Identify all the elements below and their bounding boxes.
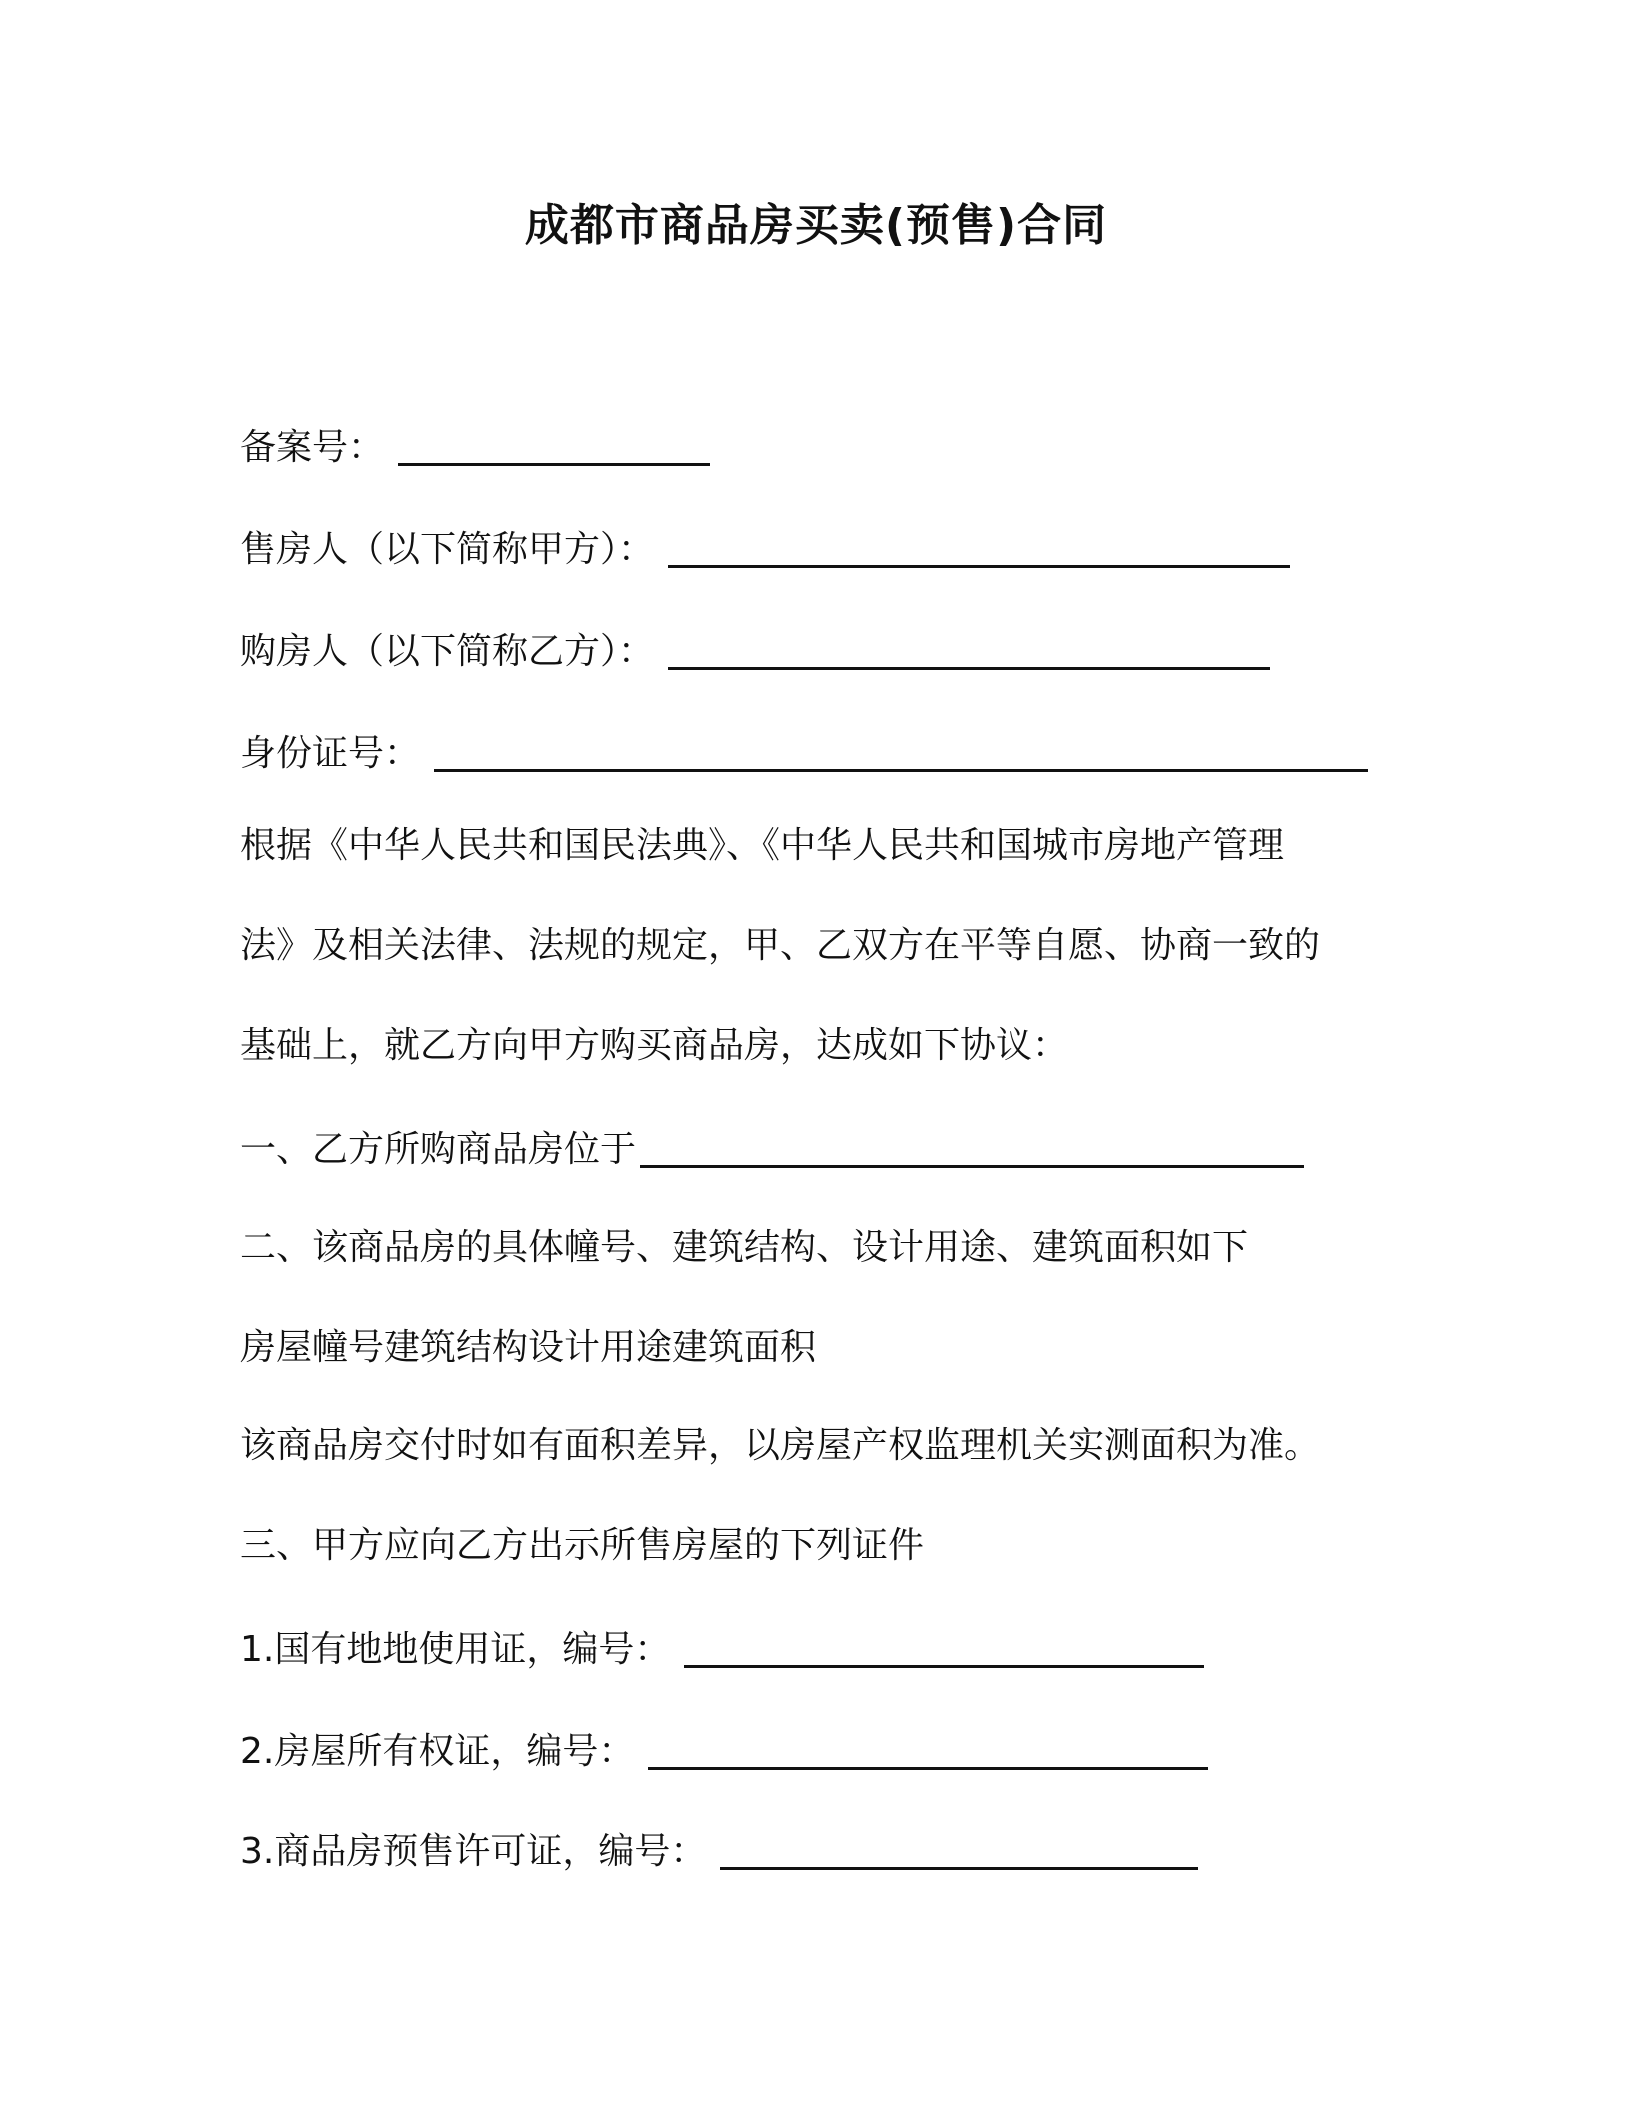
clause-3-item-3-label: 3.商品房预售许可证，编号：: [240, 1831, 707, 1872]
buyer-row: [240, 624, 1270, 680]
document-title: 成都市商品房买卖(预售)合同: [524, 200, 1108, 251]
record-number-label: 备案号：: [240, 427, 385, 468]
clause-3-item-3-row: [240, 1824, 1198, 1880]
clause-1-row: [240, 1122, 1304, 1178]
record-number-row: [240, 420, 710, 476]
clause-2-table-header: 房屋幢号建筑结构设计用途建筑面积: [240, 1327, 817, 1368]
preamble-line-3: 基础上，就乙方向甲方购买商品房，达成如下协议：: [240, 1025, 1069, 1066]
clause-3-item-2-label: 2.房屋所有权证，编号：: [240, 1731, 635, 1772]
buyer-blank[interactable]: [668, 667, 1270, 670]
clause-3: 三、甲方应向乙方出示所售房屋的下列证件: [240, 1525, 925, 1566]
buyer-label: 购房人（以下简称乙方）：: [240, 631, 655, 672]
presale-permit-blank[interactable]: [720, 1867, 1198, 1870]
id-number-blank[interactable]: [434, 769, 1368, 772]
seller-row: [240, 522, 1290, 578]
clause-2: 二、该商品房的具体幢号、建筑结构、设计用途、建筑面积如下: [240, 1227, 1249, 1268]
preamble-line-1: 根据《中华人民共和国民法典》、《中华人民共和国城市房地产管理: [240, 825, 1285, 866]
clause-3-item-1-row: [240, 1622, 1204, 1678]
clause-3-item-1-label: 1.国有地地使用证，编号：: [240, 1629, 671, 1670]
preamble-line-2: 法》及相关法律、法规的规定，甲、乙双方在平等自愿、协商一致的: [240, 925, 1321, 966]
clause-3-item-2-row: [240, 1724, 1208, 1780]
id-number-row: [240, 726, 1368, 782]
id-number-label: 身份证号：: [240, 733, 421, 774]
ownership-cert-blank[interactable]: [648, 1767, 1208, 1770]
seller-blank[interactable]: [668, 565, 1290, 568]
clause-1-label: 一、乙方所购商品房位于: [240, 1129, 637, 1170]
clause-2-note: 该商品房交付时如有面积差异，以房屋产权监理机关实测面积为准。: [240, 1425, 1321, 1466]
seller-label: 售房人（以下简称甲方）：: [240, 529, 655, 570]
land-use-cert-blank[interactable]: [684, 1665, 1204, 1668]
clause-1-location-blank[interactable]: [640, 1165, 1304, 1168]
record-number-blank[interactable]: [398, 463, 710, 466]
